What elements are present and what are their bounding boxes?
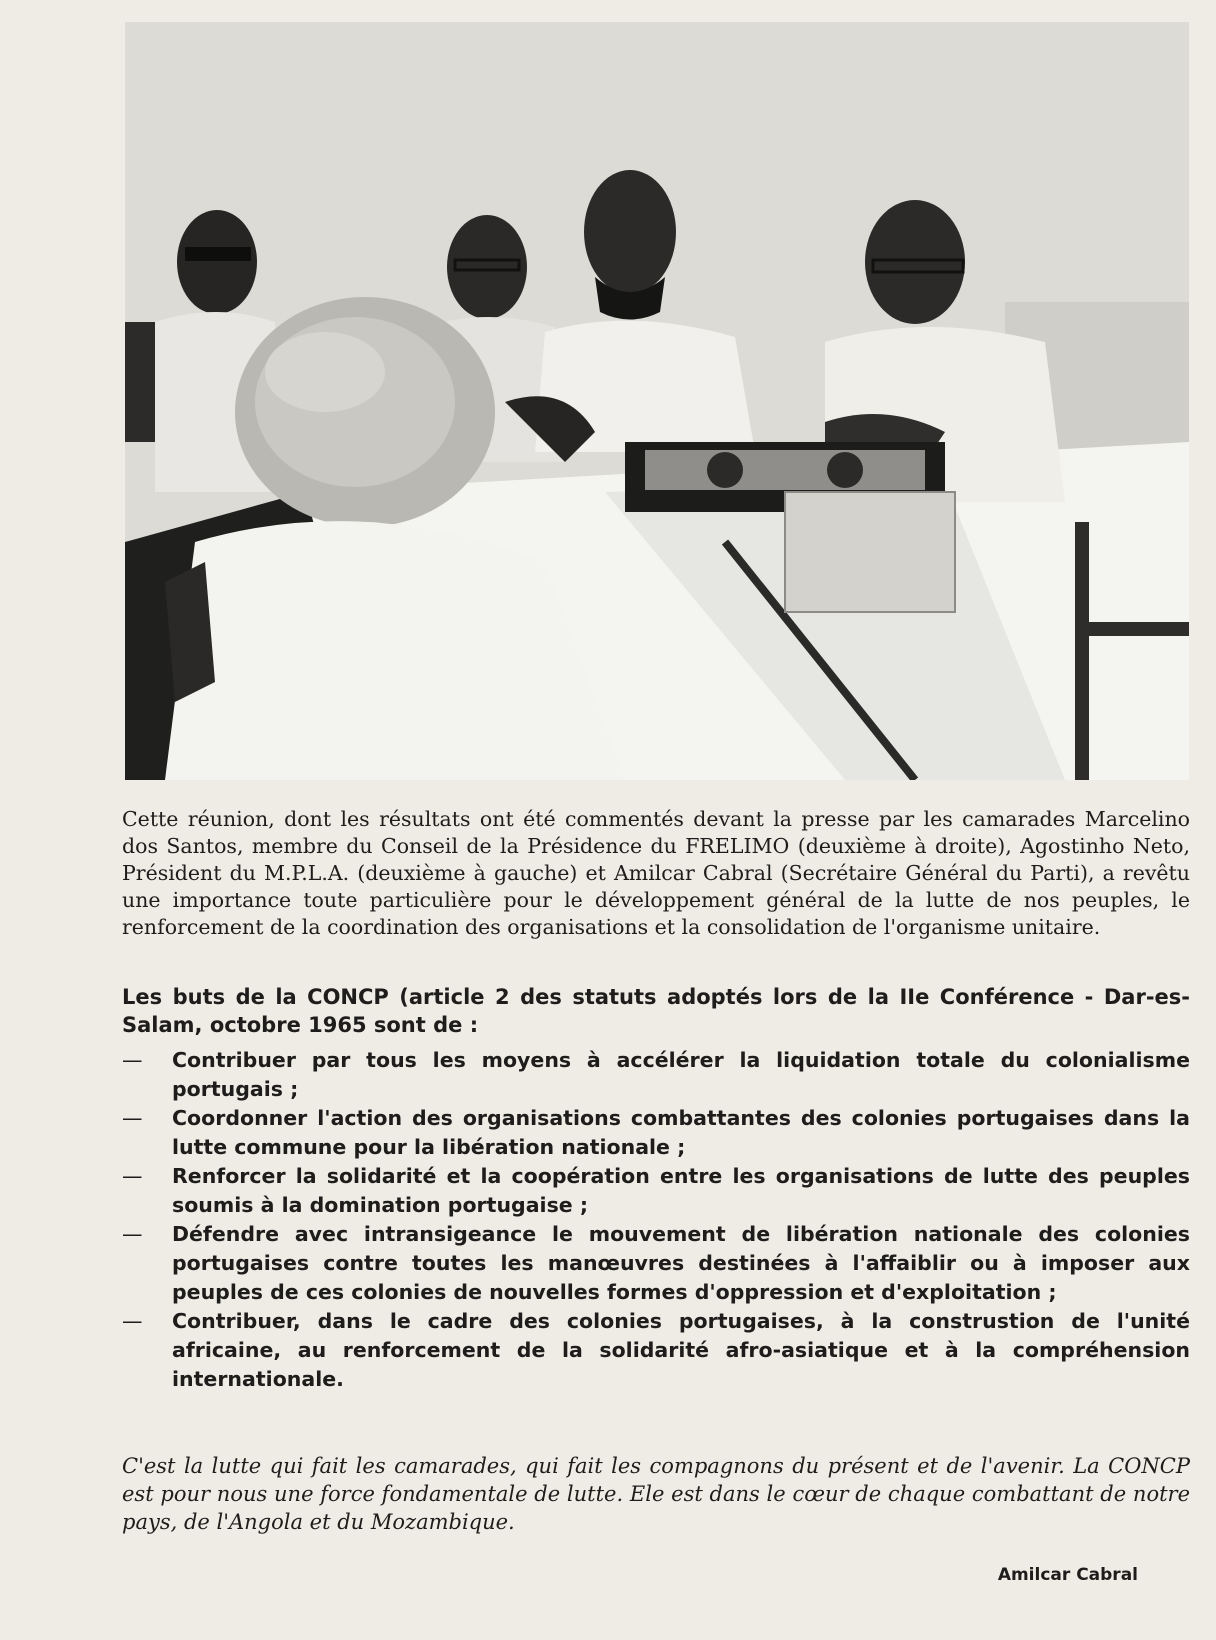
cabral-quote: C'est la lutte qui fait les camarades, qui fait les compagnons du présent et de l'avenir. La CONCP est pour nous une force fondamentale de lutte. Ele est dans le cœur de chaque combattant de notre pays, de l'Angola et du Mozambique. — [122, 1454, 1190, 1534]
list-dash: — — [122, 1048, 143, 1072]
goals-list — [122, 1046, 1190, 1394]
signature: Amilcar Cabral — [997, 1565, 1138, 1585]
goals-intro — [122, 983, 1190, 1039]
list-item — [122, 1046, 1190, 1104]
list-item — [122, 1307, 1190, 1394]
meeting-photo — [125, 22, 1189, 780]
list-item — [122, 1104, 1190, 1162]
goals-intro-text: Les buts de la CONCP (article 2 des statuts adoptés lors de la IIe Conférence - Dar-es-Salam, octobre 1965 sont de : — [122, 985, 1190, 1037]
list-dash: — — [122, 1106, 143, 1130]
list-item-text: Renforcer la solidarité et la coopération entre les organisations de lutte des peuples soumis à la domination portugaise ; — [172, 1164, 1190, 1217]
list-item — [122, 1162, 1190, 1220]
list-item — [122, 1220, 1190, 1307]
list-dash: — — [122, 1222, 143, 1246]
photo-caption: Cette réunion, dont les résultats ont été commentés devant la presse par les camarades Marcelino dos Santos, membre du Conseil de la Présidence du FRELIMO (deuxième à droite), Agostinho Neto, Président du M.P.L.A. (deuxième à gauche) et Amilcar Cabral (Secrétaire Général du Parti), a revêtu une importance toute particulière pour le développement général de la lutte de nos peuples, le renforcement de la coordination des organisations et la consolidation de l'organisme unitaire. — [122, 807, 1190, 939]
list-item-text: Contribuer par tous les moyens à accélérer la liquidation totale du colonialisme portugais ; — [172, 1048, 1190, 1101]
meeting-photo-illustration — [125, 22, 1189, 780]
list-item-text: Défendre avec intransigeance le mouvement de libération nationale des colonies portugaises contre toutes les manœuvres destinées à l'affaiblir ou à imposer aux peuples de ces colonies de nouvelles formes d'oppression et d'exploitation ; — [172, 1222, 1190, 1304]
list-item-text: Contribuer, dans le cadre des colonies portugaises, à la construstion de l'unité africaine, au renforcement de la solidarité afro-asiatique et à la compréhension internationale. — [172, 1309, 1190, 1391]
list-dash: — — [122, 1309, 143, 1333]
list-item-text: Coordonner l'action des organisations combattantes des colonies portugaises dans la lutte commune pour la libération nationale ; — [172, 1106, 1190, 1159]
list-dash: — — [122, 1164, 143, 1188]
